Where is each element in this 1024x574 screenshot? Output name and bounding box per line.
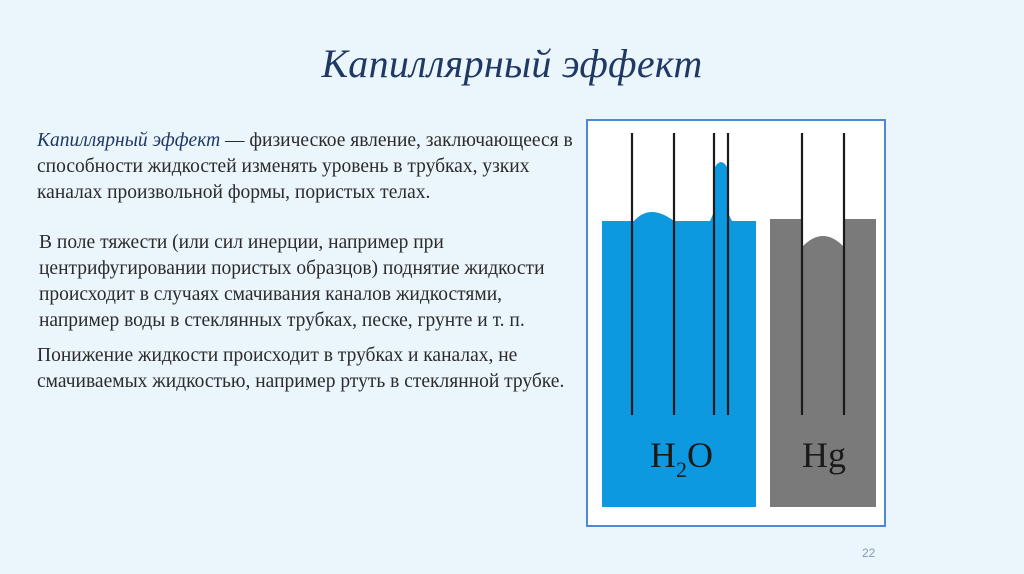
non-wetting-paragraph: Понижение жидкости происходит в трубках и каналах, не смачиваемых жидкостью, например ртуть в стеклянной трубке. xyxy=(37,345,565,392)
capillary-figure xyxy=(586,119,886,527)
definition-paragraph xyxy=(37,128,577,206)
definition-text: — физическое явление, заключающееся в способности жидкостей изменять уровень в трубках, узких каналах произвольной формы, пористых телах. xyxy=(37,130,573,203)
wetting-paragraph: В поле тяжести (или сил инерции, например при центрифугировании пористых образцов) поднятие жидкости происходит в случаях смачивания каналов жидкостями, например воды в стеклянных трубках, песке, грунте и т. п. xyxy=(39,232,545,331)
water-vessel xyxy=(602,162,756,507)
page-number: 22 xyxy=(862,546,876,560)
body-text xyxy=(37,128,577,395)
mercury-label: Hg xyxy=(802,435,846,475)
water-label: $H_2O$ xyxy=(650,435,713,482)
slide-title: Капиллярный эффект xyxy=(321,41,703,86)
definition-term: Капиллярный эффект xyxy=(37,130,221,151)
capillary-diagram xyxy=(588,121,884,525)
